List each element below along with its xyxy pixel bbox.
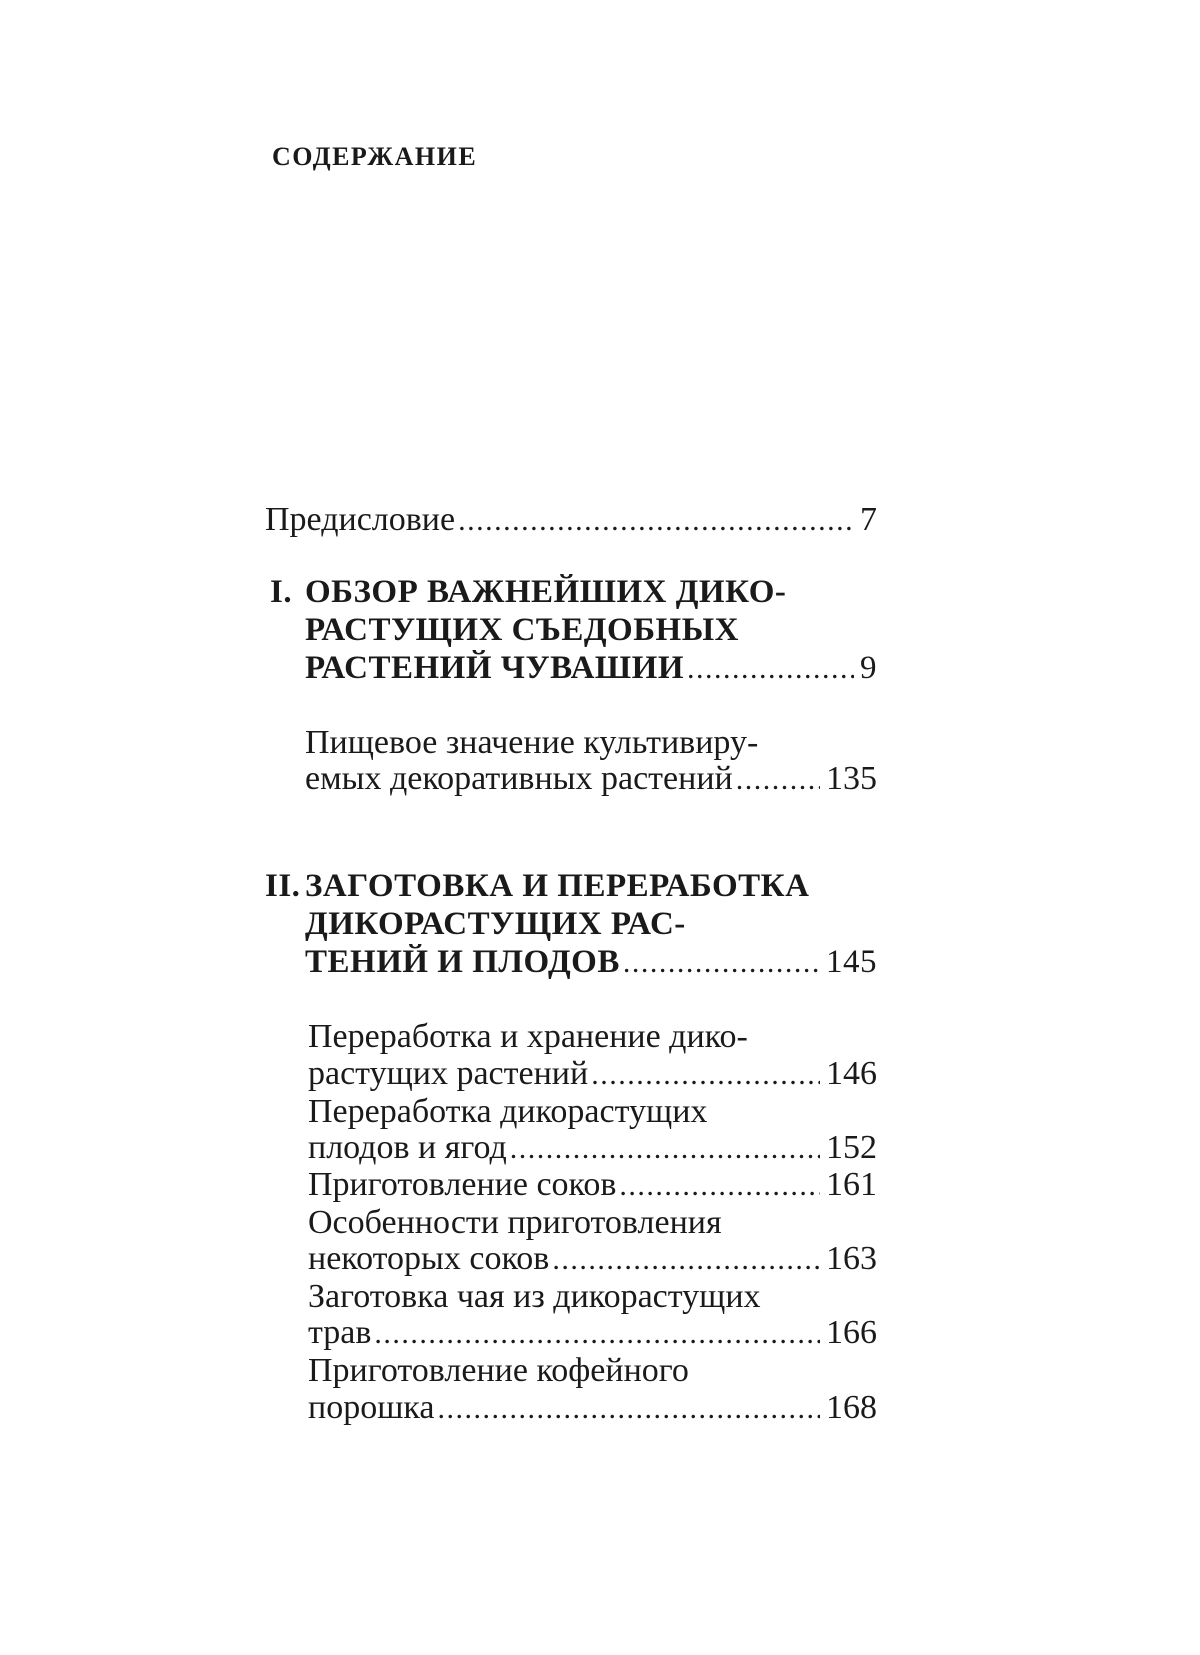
toc-leader-dots [437,1389,820,1429]
toc-entry-title-line: некоторых соков ..... 163 [308,1239,877,1280]
toc-entry-title-line: Приготовление соков ..... 161 [308,1165,877,1206]
toc-entry-title-line: Переработка и хранение дико- [308,1018,748,1055]
toc-entry-title-line: порошка ..... 168 [308,1388,877,1429]
toc-leader-dots [552,1240,820,1280]
toc-entry-title-line: Особенности приготовления [308,1204,722,1241]
toc-entry-title: Предисловие [265,501,456,538]
toc-entry-title-line: растущих растений ..... 146 [308,1054,877,1095]
toc-leader-dots [687,649,854,689]
toc-section-title-line: РАСТЕНИЙ ЧУВАШИИ ..... 9 [305,648,877,689]
toc-entry-title-line: Пищевое значение культивиру- [305,724,759,761]
toc-page-number: 163 [826,1240,877,1277]
toc-entry-title-line: трав ..... 166 [308,1313,877,1354]
toc-leader-dots [623,943,820,983]
toc-entry-title-line: Переработка дикорастущих [308,1093,708,1130]
toc-section-number: II. [265,868,301,904]
toc-section-number: I. [270,574,293,610]
toc-entry-preface[interactable] [265,500,877,541]
toc-page-number: 161 [826,1166,877,1203]
toc-page-number: 146 [826,1055,877,1092]
toc-leader-dots [591,1055,820,1095]
toc-page-number: 145 [826,944,877,980]
toc-entry-title-line: плодов и ягод ..... 152 [308,1128,877,1169]
toc-page-number: 168 [826,1389,877,1426]
toc-page-number: 166 [826,1314,877,1351]
toc-entry-title-line: емых декоративных растений ..... 135 [305,759,877,800]
toc-entry-title-line: Приготовление кофейного [308,1352,689,1389]
toc-section-title-line: ТЕНИЙ И ПЛОДОВ ..... 145 [305,942,877,983]
toc-leader-dots [736,760,820,800]
toc-section-title-line: ОБЗОР ВАЖНЕЙШИХ ДИКО- [305,574,787,610]
toc-leader-dots [374,1314,820,1354]
toc-leader-dots [458,501,854,541]
toc-page-number: 152 [826,1129,877,1166]
toc-page-number: 135 [826,760,877,797]
toc-page-number: 7 [860,501,877,538]
toc-entry-title-line: Заготовка чая из дикорастущих [308,1278,761,1315]
toc-section-title-line: ДИКОРАСТУЩИХ РАС- [305,906,686,942]
toc-page-number: 9 [860,650,877,686]
toc-leader-dots [619,1166,820,1206]
toc-section-title-line: ЗАГОТОВКА И ПЕРЕРАБОТКА [305,868,810,904]
toc-leader-dots [510,1129,820,1169]
toc-section-title-line: РАСТУЩИХ СЪЕДОБНЫХ [305,612,739,648]
page-title: СОДЕРЖАНИЕ [272,142,478,171]
